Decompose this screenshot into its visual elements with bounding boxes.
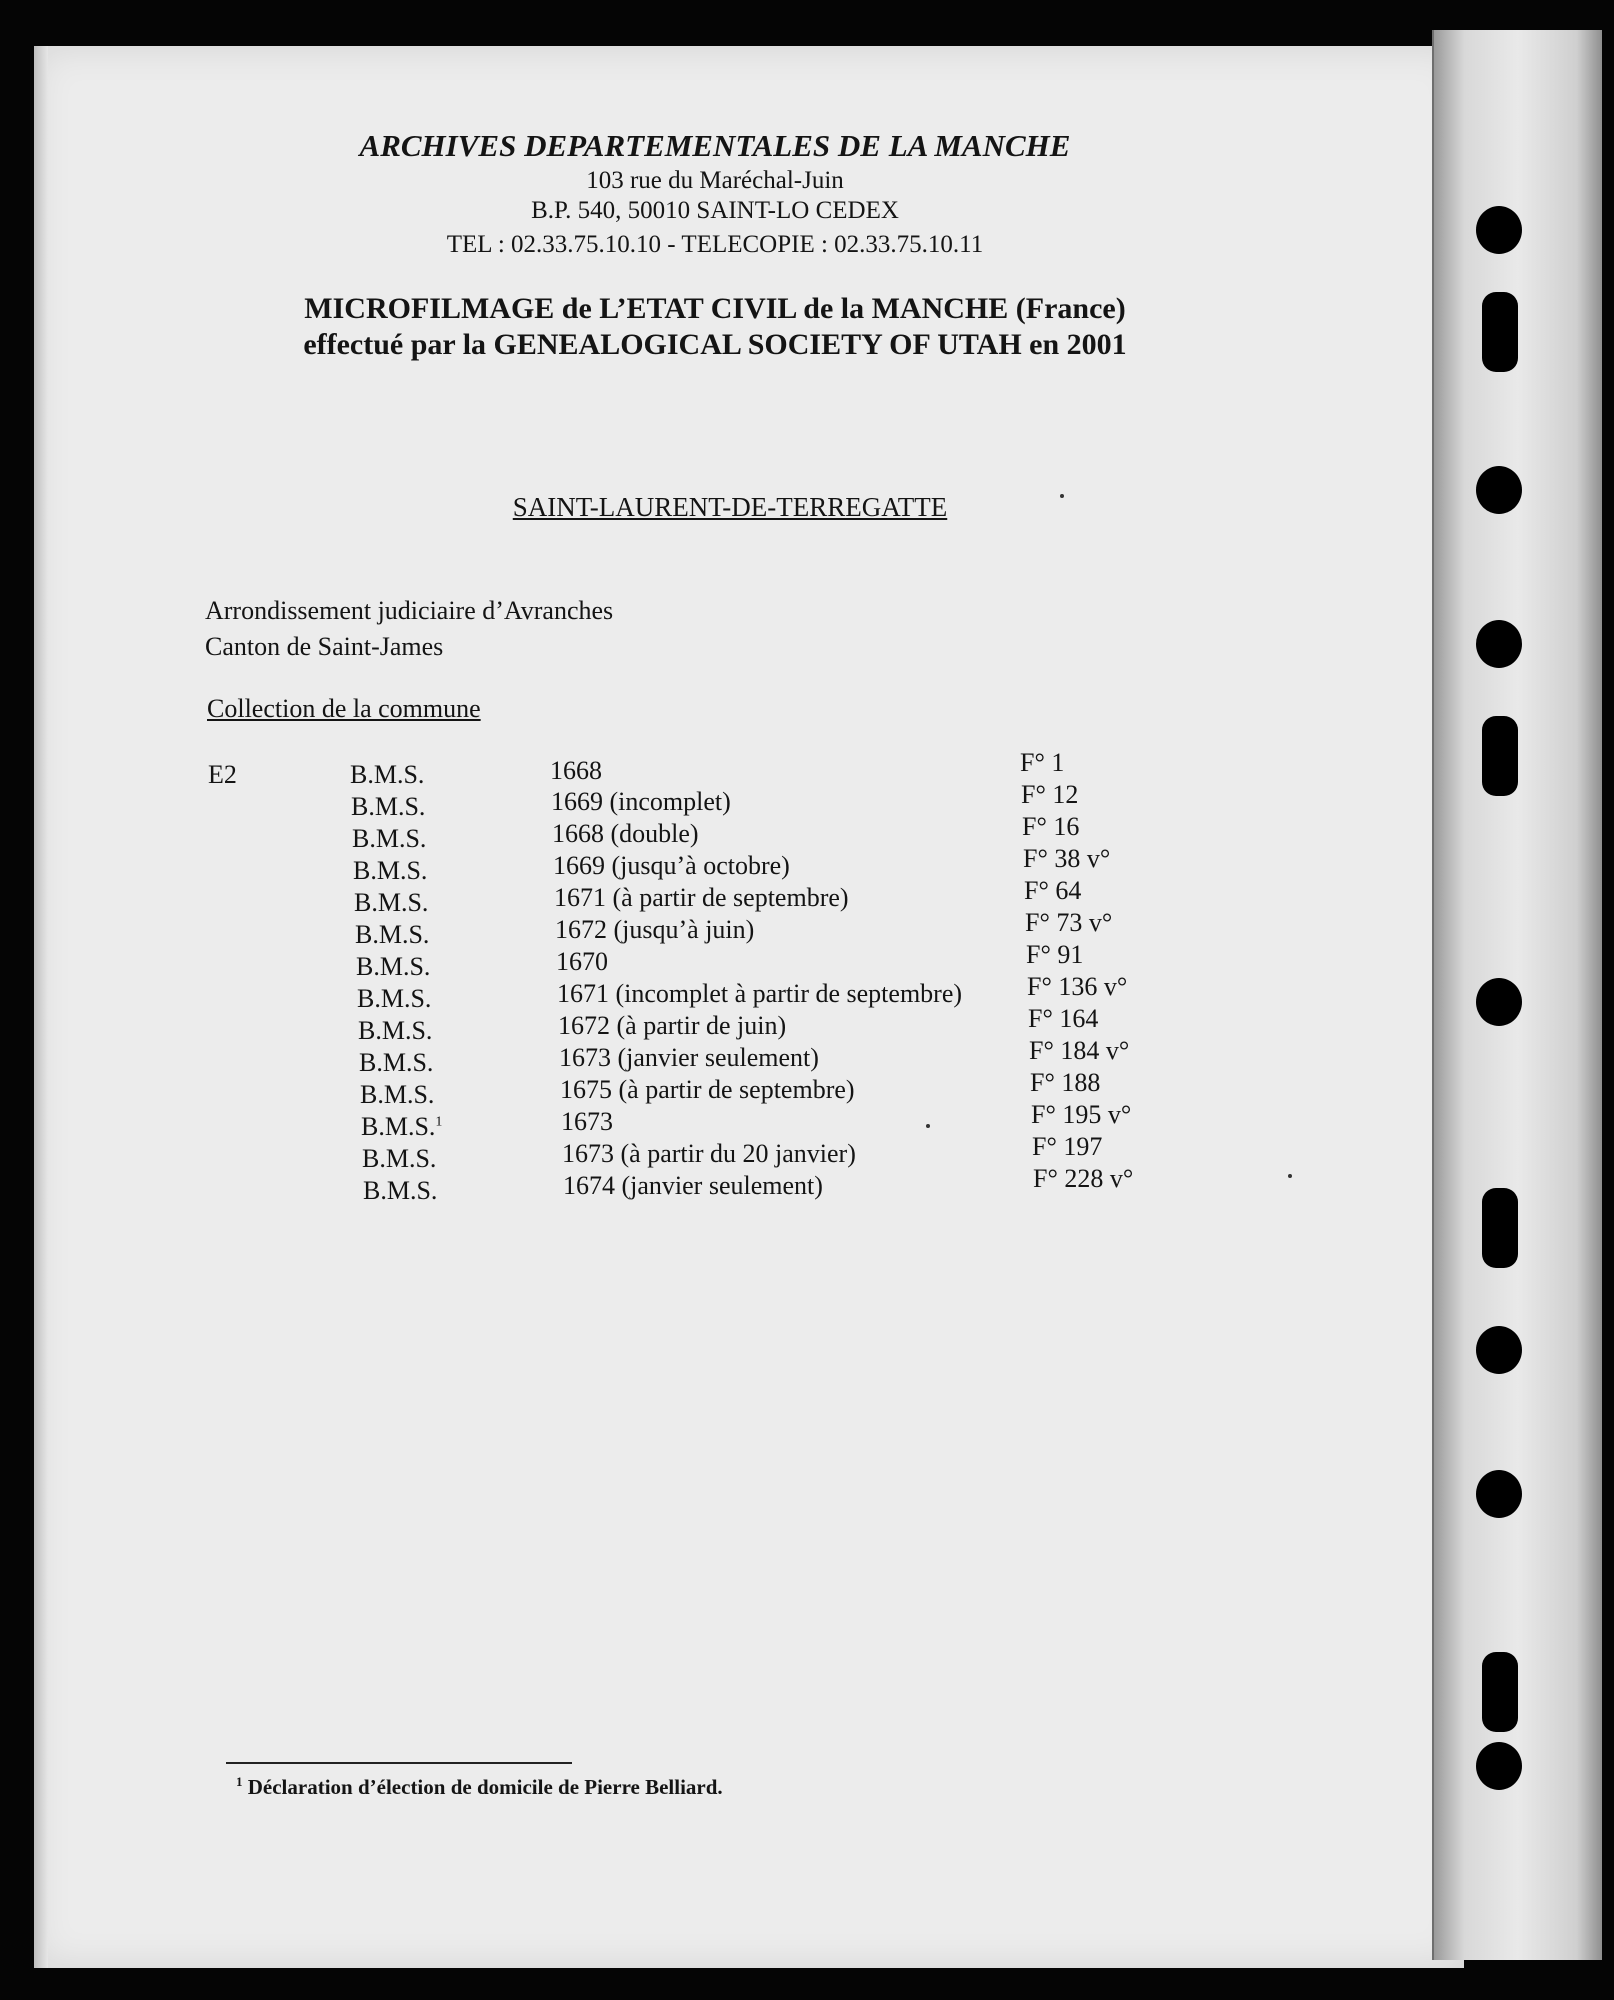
punch-slot-icon — [1482, 1652, 1518, 1732]
register-years: 1671 (à partir de septembre) — [554, 883, 849, 912]
punch-hole-icon — [1476, 466, 1522, 514]
register-folio: F° 188 — [1030, 1068, 1101, 1097]
register-years: 1674 (janvier seulement) — [563, 1171, 823, 1200]
arrondissement: Arrondissement judiciaire d’Avranches — [205, 596, 614, 625]
register-years: 1669 (incomplet) — [551, 787, 731, 816]
footnote-text: Déclaration d’élection de domicile de Pierre Belliard. — [247, 1775, 723, 1799]
register-type: B.M.S. — [359, 1048, 434, 1077]
register-folio: F° 184 v° — [1029, 1036, 1130, 1065]
commune-name: SAINT-LAURENT-DE-TERREGATTE — [512, 492, 948, 522]
register-folio: F° 197 — [1032, 1132, 1103, 1161]
register-years: 1672 (à partir de juin) — [558, 1011, 787, 1040]
register-folio: F° 164 — [1028, 1004, 1099, 1033]
register-folio: F° 38 v° — [1023, 844, 1111, 873]
punch-hole-icon — [1476, 1742, 1522, 1790]
document-title-line-1: MICROFILMAGE de L’ETAT CIVIL de la MANCHE (France) — [304, 292, 1126, 325]
register-type: B.M.S. — [360, 1080, 435, 1109]
register-folio: F° 16 — [1022, 812, 1080, 841]
punch-slot-icon — [1482, 292, 1518, 372]
register-type: B.M.S. — [356, 952, 431, 981]
register-folio: F° 73 v° — [1025, 908, 1113, 937]
register-folio: F° 195 v° — [1031, 1100, 1132, 1129]
archive-name: ARCHIVES DEPARTEMENTALES DE LA MANCHE — [359, 128, 1071, 163]
footnote-ref: 1 — [435, 1114, 443, 1130]
register-type: B.M.S. — [362, 1144, 437, 1173]
register-years: 1673 (à partir du 20 janvier) — [562, 1139, 856, 1168]
collection-heading: Collection de la commune — [207, 694, 481, 723]
register-type: B.M.S. — [355, 920, 430, 949]
footnote-divider — [226, 1762, 572, 1764]
register-years: 1672 (jusqu’à juin) — [555, 915, 755, 944]
punch-hole-icon — [1476, 620, 1522, 668]
punch-hole-icon — [1476, 1470, 1522, 1518]
register-folio: F° 228 v° — [1033, 1164, 1134, 1193]
register-years: 1675 (à partir de septembre) — [560, 1075, 855, 1104]
binder-sleeve — [1432, 30, 1602, 1960]
register-years: 1673 — [561, 1107, 613, 1136]
register-type — [361, 1114, 442, 1140]
register-years: 1671 (incomplet à partir de septembre) — [557, 979, 963, 1008]
punch-hole-icon — [1476, 978, 1522, 1026]
register-type: B.M.S. — [351, 792, 426, 821]
register-years: 1668 — [550, 756, 602, 785]
register-type: B.M.S. — [357, 984, 432, 1013]
register-years: 1669 (jusqu’à octobre) — [553, 851, 790, 880]
register-type: B.M.S. — [363, 1176, 438, 1205]
footnote — [236, 1775, 723, 1800]
punch-slot-icon — [1482, 1188, 1518, 1268]
register-cote: E2 — [208, 760, 237, 789]
punch-slot-icon — [1482, 716, 1518, 796]
scan-speck — [1060, 494, 1064, 498]
footnote-marker: 1 — [236, 1774, 243, 1789]
register-type-text: B.M.S. — [361, 1112, 436, 1141]
scan-speck — [926, 1124, 930, 1128]
register-type: B.M.S. — [353, 856, 428, 885]
register-type: B.M.S. — [358, 1016, 433, 1045]
register-folio: F° 91 — [1026, 940, 1084, 969]
register-type: B.M.S. — [354, 888, 429, 917]
punch-hole-icon — [1476, 206, 1522, 254]
register-folio: F° 64 — [1024, 876, 1082, 905]
register-years: 1668 (double) — [552, 819, 699, 848]
archive-phone: TEL : 02.33.75.10.10 - TELECOPIE : 02.33.75.10.11 — [446, 231, 984, 258]
register-type: B.M.S. — [350, 760, 425, 789]
register-folio: F° 12 — [1021, 780, 1079, 809]
register-years: 1670 — [556, 947, 608, 976]
scan-speck — [1288, 1174, 1292, 1178]
archive-postal-address: B.P. 540, 50010 SAINT-LO CEDEX — [531, 197, 899, 224]
canton: Canton de Saint-James — [205, 632, 444, 661]
document-title-line-2: effectué par la GENEALOGICAL SOCIETY OF UTAH en 2001 — [303, 328, 1127, 361]
register-folio: F° 136 v° — [1027, 972, 1128, 1001]
punch-hole-icon — [1476, 1326, 1522, 1374]
register-type: B.M.S. — [352, 824, 427, 853]
archive-street: 103 rue du Maréchal-Juin — [586, 167, 844, 194]
register-years: 1673 (janvier seulement) — [559, 1043, 819, 1072]
register-folio: F° 1 — [1020, 748, 1065, 777]
